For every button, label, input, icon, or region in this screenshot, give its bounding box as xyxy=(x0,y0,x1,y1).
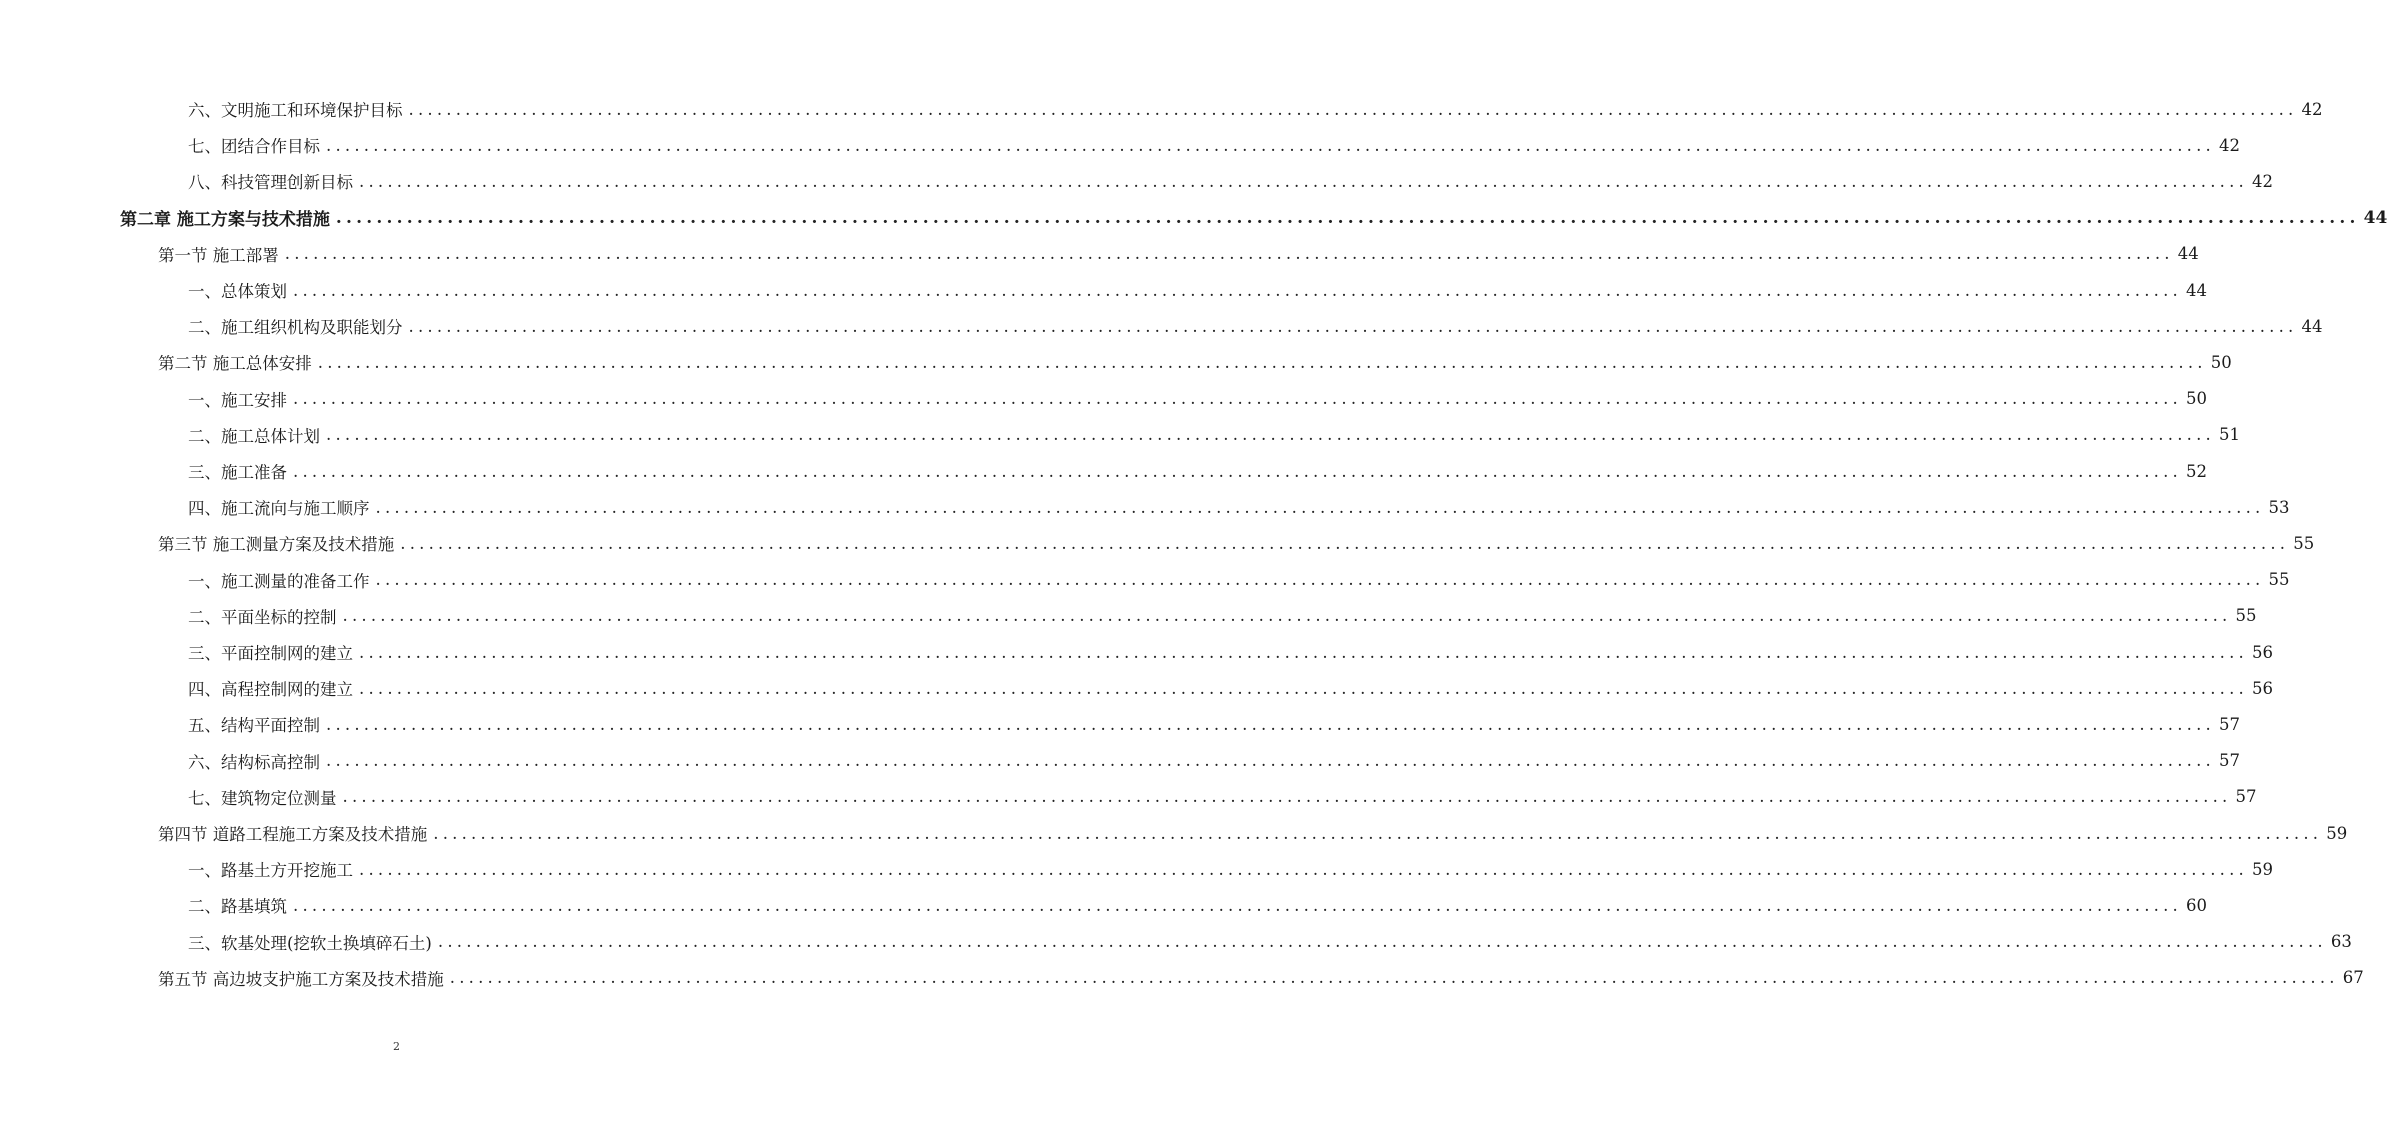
toc-entry[interactable] xyxy=(188,384,2207,414)
dot-leader: ........................................................................................................................................................................................................ xyxy=(375,570,2265,590)
toc-entry-page: 55 xyxy=(2293,533,2315,553)
toc-entry[interactable] xyxy=(188,601,2257,631)
page-number: 2 xyxy=(393,1040,400,1053)
toc-entry-page: 63 xyxy=(2330,932,2352,952)
toc-entry[interactable] xyxy=(188,275,2207,305)
toc-entry-title: 一、施工安排 xyxy=(188,390,287,410)
dot-leader: ........................................................................................................................................................................................................ xyxy=(293,280,2182,300)
toc-entry[interactable] xyxy=(188,420,2240,450)
toc-entry[interactable] xyxy=(188,492,2290,522)
toc-entry[interactable] xyxy=(188,311,2323,341)
dot-leader: ........................................................................................................................................................................................................ xyxy=(359,678,2248,698)
toc-entry-title: 二、平面坐标的控制 xyxy=(188,607,337,627)
toc-entry-title: 第二章 施工方案与技术措施 xyxy=(120,210,330,231)
toc-entry[interactable] xyxy=(188,854,2273,884)
toc-entry-title: 六、文明施工和环境保护目标 xyxy=(188,101,403,120)
dot-leader: ........................................................................................................................................................................................................ xyxy=(408,316,2298,336)
dot-leader: ........................................................................................................................................................................................................ xyxy=(375,497,2265,517)
dot-leader: ........................................................................................................................................................................................................ xyxy=(433,823,2323,843)
toc-entry[interactable] xyxy=(188,890,2207,920)
toc-entry-page: 42 xyxy=(2251,171,2273,191)
toc-entry-page: 56 xyxy=(2251,642,2273,662)
toc-entry-title: 三、施工准备 xyxy=(188,463,287,482)
toc-entry-page: 50 xyxy=(2185,389,2207,409)
toc-entry-page: 50 xyxy=(2210,352,2232,372)
dot-leader: ........................................................................................................................................................................................................ xyxy=(317,352,2207,372)
dot-leader: ........................................................................................................................................................................................................ xyxy=(408,99,2298,119)
toc-entry-page: 44 xyxy=(2177,244,2199,264)
toc-entry[interactable] xyxy=(188,746,2240,776)
toc-entry-page: 59 xyxy=(2326,823,2348,843)
toc-entry[interactable] xyxy=(188,130,2240,160)
dot-leader: ........................................................................................................................................................................................................ xyxy=(293,389,2182,409)
toc-entry-title: 一、总体策划 xyxy=(188,282,287,301)
toc-entry[interactable] xyxy=(120,203,2387,233)
toc-entry-title: 七、团结合作目标 xyxy=(188,137,320,157)
toc-entry-title: 第一节 施工部署 xyxy=(158,245,279,265)
toc-entry-page: 59 xyxy=(2251,859,2273,879)
toc-entry-title: 三、平面控制网的建立 xyxy=(188,644,353,663)
dot-leader: ........................................................................................................................................................................................................ xyxy=(326,714,2215,734)
toc-entry[interactable] xyxy=(188,94,2323,124)
toc-entry-title: 五、结构平面控制 xyxy=(188,716,320,736)
toc-entry[interactable] xyxy=(188,166,2273,196)
toc-entry-page: 53 xyxy=(2268,497,2290,517)
toc-entry-page: 51 xyxy=(2218,425,2240,445)
dot-leader: ........................................................................................................................................................................................................ xyxy=(359,859,2248,879)
toc-entry[interactable] xyxy=(158,818,2348,848)
toc-entry[interactable] xyxy=(188,456,2207,486)
toc-entry-page: 44 xyxy=(2363,207,2387,228)
toc-entry-page: 57 xyxy=(2218,751,2240,771)
dot-leader: ........................................................................................................................................................................................................ xyxy=(335,207,2360,228)
dot-leader: ........................................................................................................................................................................................................ xyxy=(326,751,2215,771)
toc-entry-title: 二、施工总体计划 xyxy=(188,426,320,446)
toc-entry-title: 四、施工流向与施工顺序 xyxy=(188,499,370,519)
toc-entry[interactable] xyxy=(188,565,2290,595)
toc-entry-page: 57 xyxy=(2235,787,2257,807)
toc-entry-page: 42 xyxy=(2218,135,2240,155)
dot-leader: ........................................................................................................................................................................................................ xyxy=(342,606,2232,626)
dot-leader: ........................................................................................................................................................................................................ xyxy=(326,425,2215,445)
toc-entry-title: 第三节 施工测量方案及技术措施 xyxy=(158,535,395,555)
dot-leader: ........................................................................................................................................................................................................ xyxy=(400,533,2290,553)
toc-entry-page: 44 xyxy=(2185,280,2207,300)
toc-entry[interactable] xyxy=(158,239,2199,269)
toc-entry-page: 60 xyxy=(2185,895,2207,915)
toc-entry-title: 一、路基土方开挖施工 xyxy=(188,861,353,881)
toc-entry-title: 第五节 高边坡支护施工方案及技术措施 xyxy=(158,969,444,989)
toc-entry-page: 52 xyxy=(2185,461,2207,481)
toc-entry[interactable] xyxy=(188,673,2273,703)
toc-entry-title: 一、施工测量的准备工作 xyxy=(188,571,370,591)
toc-entry[interactable] xyxy=(158,528,2315,558)
toc-entry-page: 67 xyxy=(2342,968,2364,988)
dot-leader: ........................................................................................................................................................................................................ xyxy=(359,171,2248,191)
dot-leader: ........................................................................................................................................................................................................ xyxy=(293,461,2182,481)
toc-entry-title: 七、建筑物定位测量 xyxy=(188,788,337,808)
toc-entry-page: 56 xyxy=(2251,678,2273,698)
toc-entry[interactable] xyxy=(158,963,2364,993)
toc-entry-page: 57 xyxy=(2218,714,2240,734)
toc-entry-page: 55 xyxy=(2235,606,2257,626)
toc-entry-page: 55 xyxy=(2268,570,2290,590)
toc-entry[interactable] xyxy=(188,782,2257,812)
dot-leader: ........................................................................................................................................................................................................ xyxy=(359,642,2248,662)
dot-leader: ........................................................................................................................................................................................................ xyxy=(342,787,2232,807)
dot-leader: ........................................................................................................................................................................................................ xyxy=(293,895,2182,915)
toc-entry-title: 八、科技管理创新目标 xyxy=(188,173,353,193)
dot-leader: ........................................................................................................................................................................................................ xyxy=(437,932,2327,952)
toc-entry-title: 第四节 道路工程施工方案及技术措施 xyxy=(158,825,428,844)
toc-entry-title: 四、高程控制网的建立 xyxy=(188,680,353,700)
toc-entry-title: 第二节 施工总体安排 xyxy=(158,354,312,374)
dot-leader: ........................................................................................................................................................................................................ xyxy=(449,968,2339,988)
toc-entry[interactable] xyxy=(188,709,2240,739)
toc-entry-page: 44 xyxy=(2301,316,2323,336)
toc-entry[interactable] xyxy=(158,347,2232,377)
toc-entry-title: 三、软基处理(挖软土换填碎石土) xyxy=(188,933,432,953)
dot-leader: ........................................................................................................................................................................................................ xyxy=(326,135,2215,155)
toc-entry-title: 二、路基填筑 xyxy=(188,897,287,917)
toc-entry[interactable] xyxy=(188,927,2352,957)
toc-entry-title: 二、施工组织机构及职能划分 xyxy=(188,318,403,338)
toc-entry[interactable] xyxy=(188,637,2273,667)
toc-entry-page: 42 xyxy=(2301,99,2323,119)
toc-entry-title: 六、结构标高控制 xyxy=(188,752,320,772)
dot-leader: ........................................................................................................................................................................................................ xyxy=(284,244,2174,264)
